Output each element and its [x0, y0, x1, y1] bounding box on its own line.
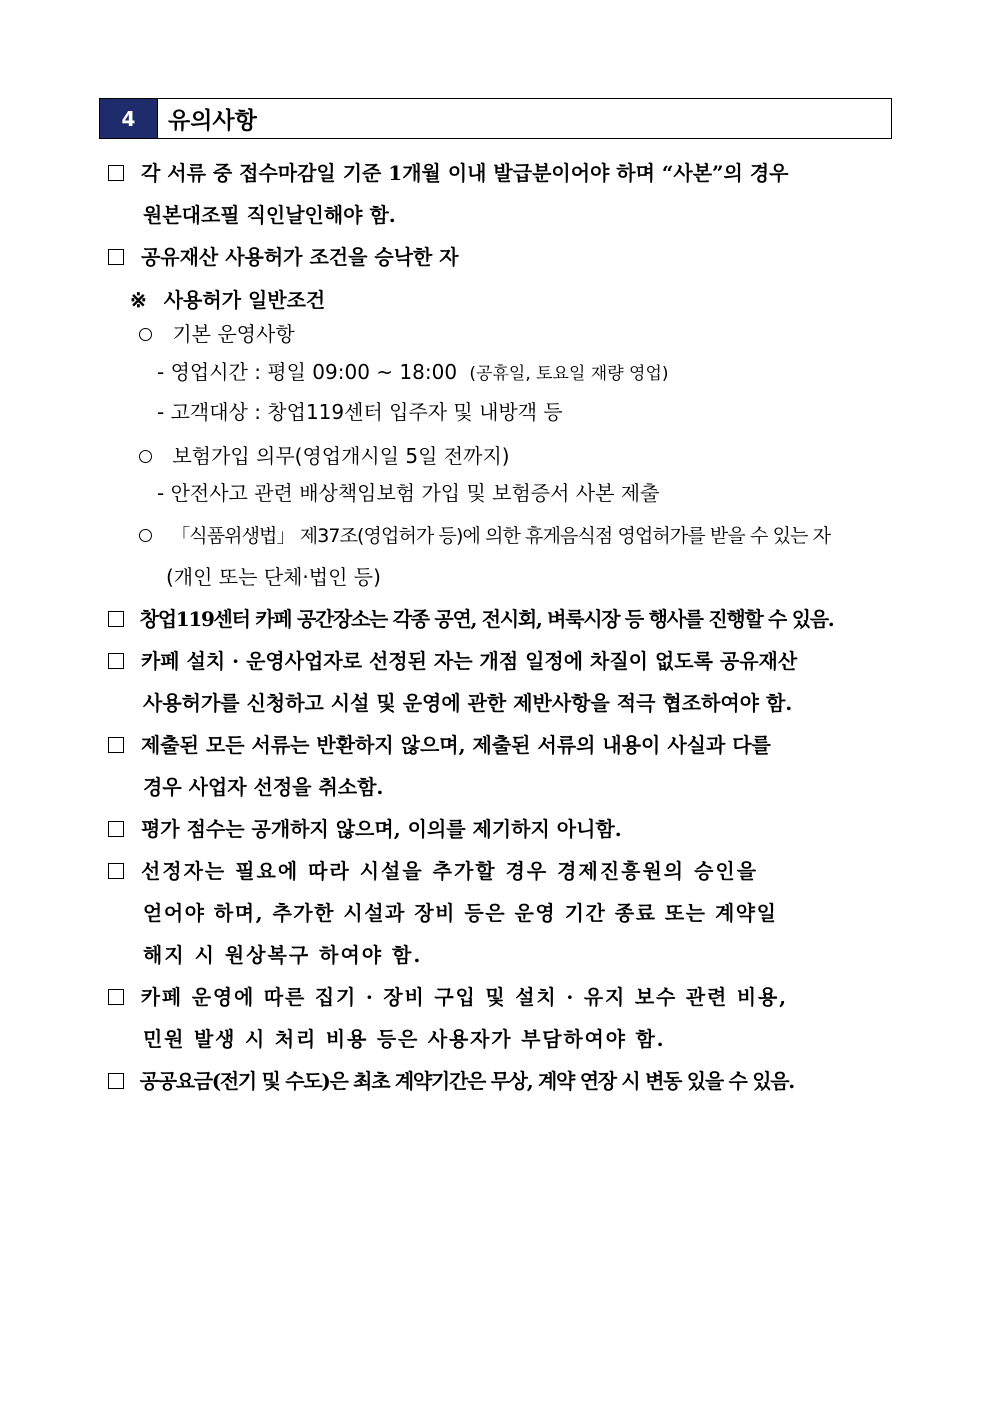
- detail-line: - 안전사고 관련 배상책임보험 가입 및 보험증서 사본 제출: [157, 481, 660, 505]
- sub-item: [139, 524, 830, 548]
- circle-bullet-icon: [139, 328, 152, 341]
- note-line: [130, 288, 325, 312]
- sub-item-text-continued: (개인 또는 단체·법인 등): [166, 565, 381, 589]
- checkbox-square-icon: [108, 821, 124, 837]
- detail-line: [157, 360, 669, 386]
- list-item: [108, 817, 622, 841]
- item-text-continued: 사용허가를 신청하고 시설 및 운영에 관한 제반사항을 적극 협조하여야 함.: [143, 691, 793, 715]
- checkbox-square-icon: [108, 989, 124, 1005]
- detail-note: (공휴일, 토요일 재량 영업): [469, 364, 669, 384]
- sub-item: [139, 322, 295, 346]
- item-text: 평가 점수는 공개하지 않으며, 이의를 제기하지 아니함.: [140, 817, 622, 841]
- checkbox-square-icon: [108, 165, 124, 181]
- sub-item: [139, 444, 510, 468]
- note-text: 사용허가 일반조건: [163, 288, 326, 312]
- list-item: [108, 245, 459, 269]
- circle-bullet-icon: [139, 450, 152, 463]
- item-text-continued: 해지 시 원상복구 하여야 함.: [143, 943, 423, 967]
- item-text-continued: 민원 발생 시 처리 비용 등은 사용자가 부담하여야 함.: [143, 1027, 666, 1051]
- list-item: [108, 607, 833, 631]
- item-text: 카페 설치 · 운영사업자로 선정된 자는 개점 일정에 차질이 없도록 공유재산: [140, 649, 798, 673]
- checkbox-square-icon: [108, 249, 124, 265]
- circle-bullet-icon: [139, 529, 152, 542]
- checkbox-square-icon: [108, 653, 124, 669]
- section-title: 유의사항: [157, 99, 257, 138]
- list-item: [108, 161, 788, 185]
- checkbox-square-icon: [108, 1073, 124, 1089]
- item-text: 창업119센터 카페 공간장소는 각종 공연, 전시회, 벼룩시장 등 행사를 진행할 수 있음.: [139, 607, 834, 631]
- checkbox-square-icon: [108, 863, 124, 879]
- item-text: 각 서류 중 접수마감일 기준 1개월 이내 발급분이어야 하며 “사본”의 경우: [140, 161, 789, 185]
- item-text-continued: 원본대조필 직인날인해야 함.: [143, 203, 396, 227]
- detail-text: - 영업시간 : 평일 09:00 ~ 18:00: [157, 360, 458, 384]
- item-text-continued: 경우 사업자 선정을 취소함.: [143, 775, 384, 799]
- checkbox-square-icon: [108, 737, 124, 753]
- sub-item-text: 「식품위생법」 제37조(영업허가 등)에 의한 휴게음식점 영업허가를 받을 수 있는 자: [171, 525, 831, 547]
- item-text-continued: 얻어야 하며, 추가한 시설과 장비 등은 운영 기간 종료 또는 계약일: [143, 901, 778, 925]
- list-item: [108, 859, 758, 883]
- detail-line: - 고객대상 : 창업119센터 입주자 및 내방객 등: [157, 400, 563, 424]
- list-item: [108, 649, 797, 673]
- sub-item-text: 보험가입 의무(영업개시일 5일 전까지): [172, 444, 510, 468]
- list-item: [108, 985, 788, 1009]
- section-header: [99, 98, 892, 139]
- item-text: 제출된 모든 서류는 반환하지 않으며, 제출된 서류의 내용이 사실과 다를: [140, 733, 771, 757]
- checkbox-square-icon: [108, 611, 124, 627]
- item-text: 공공요금(전기 및 수도)은 최초 계약기간은 무상, 계약 연장 시 변동 있을 수 있음.: [139, 1069, 794, 1093]
- section-number: 4: [100, 99, 157, 138]
- item-text: 선정자는 필요에 따라 시설을 추가할 경우 경제진흥원의 승인을: [140, 859, 759, 883]
- sub-item-text: 기본 운영사항: [172, 322, 295, 346]
- list-item: [108, 1069, 794, 1093]
- item-text: 공유재산 사용허가 조건을 승낙한 자: [140, 245, 459, 269]
- item-text: 카페 운영에 따른 집기 · 장비 구입 및 설치 · 유지 보수 관련 비용,: [140, 985, 788, 1009]
- list-item: [108, 733, 771, 757]
- reference-mark-icon: ※: [130, 288, 147, 312]
